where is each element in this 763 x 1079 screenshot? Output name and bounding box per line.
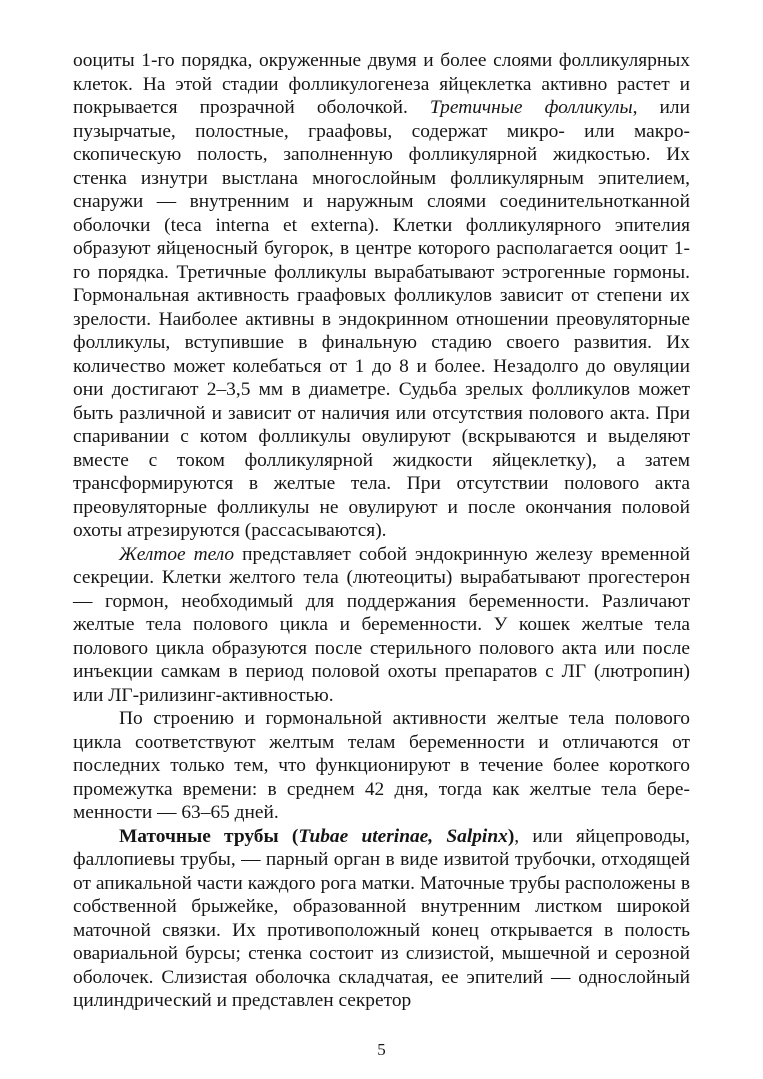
text-run: ооциты 1-го порядка, окруженные двумя и более слоями фолликулярных клеток. На этой стадии фолликулогенеза яйцеклетка активно растет и покрывается прозрачной оболочкой. bbox=[73, 50, 690, 118]
bold-heading-term: Маточные трубы ( bbox=[119, 825, 299, 847]
text-run: , или яйцепроводы, фаллопиевы трубы, — парный орган в виде извитой трубочки, отходящей от апикальной части каждого рога матки. Маточные трубы расположены в собственной брыжейке, образованной внутренним листком широкой маточной связки. Их противоположный конец открывается в полость овариальной бурсы; стенка состоит из слизистой, мышечной и серозной оболочек. Слизистая оболочка складчатая, ее эпителий — однослойный цилиндрический и представлен секретор bbox=[73, 825, 690, 1011]
page-number: 5 bbox=[377, 1040, 386, 1059]
text-run: По строению и гормональной активности желтые тела полового цикла соответствуют желтым телам беременности и отличаются от последних только тем, что функционируют в течение более короткого промежутка времени: в среднем 42 дня, тогда как желтые тела беременности — 63–65 дней. bbox=[73, 708, 690, 823]
text-run: , или пузырчатые, полостные, граафовы, содержат микро- или макроскопическую полость, заполненную фолликулярной жидкостью. Их стенка изнутри выстлана многослойным фолликулярным эпителием, снаружи — внутренним и наружным слоями соединительнотканной оболочки (teca interna et externa). Клетки фолликулярного эпителия образуют яйценосный бугорок, в центре которого располагается ооцит 1-го порядка. Третичные фолликулы вырабатывают эстрогенные гормоны. Гормональная активность граафовых фолликулов зависит от степени их зрелости. Наиболее активны в эндокринном отношении преовуляторные фолликулы, вступившие в финальную стадию своего развития. Их количество может колебаться от 1 до 8 и более. Незадолго до овуляции они достигают 2–3,5 мм в диаметре. Судьба зрелых фолликулов может быть различной и зависит от наличия или отсутствия полового акта. При спаривании с котом фолликулы овулируют (вскрываются и выделяют вместе с током фолликулярной жидкости яйцеклетку), а затем трансформируются в желтые тела. При отсутствии полового акта преовуляторные фолликулы не овулируют и после окончания половой охоты атрезируются (рассасываются). bbox=[73, 97, 690, 541]
document-page bbox=[73, 49, 690, 1013]
latin-term: Tubae uterinae, Salpinx bbox=[298, 825, 508, 847]
paragraph bbox=[73, 825, 690, 1013]
paragraph bbox=[73, 707, 690, 825]
paragraph bbox=[73, 543, 690, 708]
italic-term: Желтое тело bbox=[119, 543, 235, 565]
paragraph bbox=[73, 49, 690, 543]
text-body bbox=[73, 49, 690, 1013]
text-run: представляет собой эндокринную железу временной секреции. Клетки желтого тела (лютеоциты) вырабатывают прогестерон — гормон, необходимый для поддержания беременности. Различают желтые тела полового цикла и беременности. У кошек желтые тела полового цикла образуются после стерильного полового акта или после инъекции самкам в период половой охоты препаратов с ЛГ (лютропин) или ЛГ-рилизинг-активностью. bbox=[73, 543, 690, 706]
bold-heading-term: ) bbox=[507, 825, 515, 847]
italic-term: Третичные фолликулы bbox=[429, 97, 633, 118]
